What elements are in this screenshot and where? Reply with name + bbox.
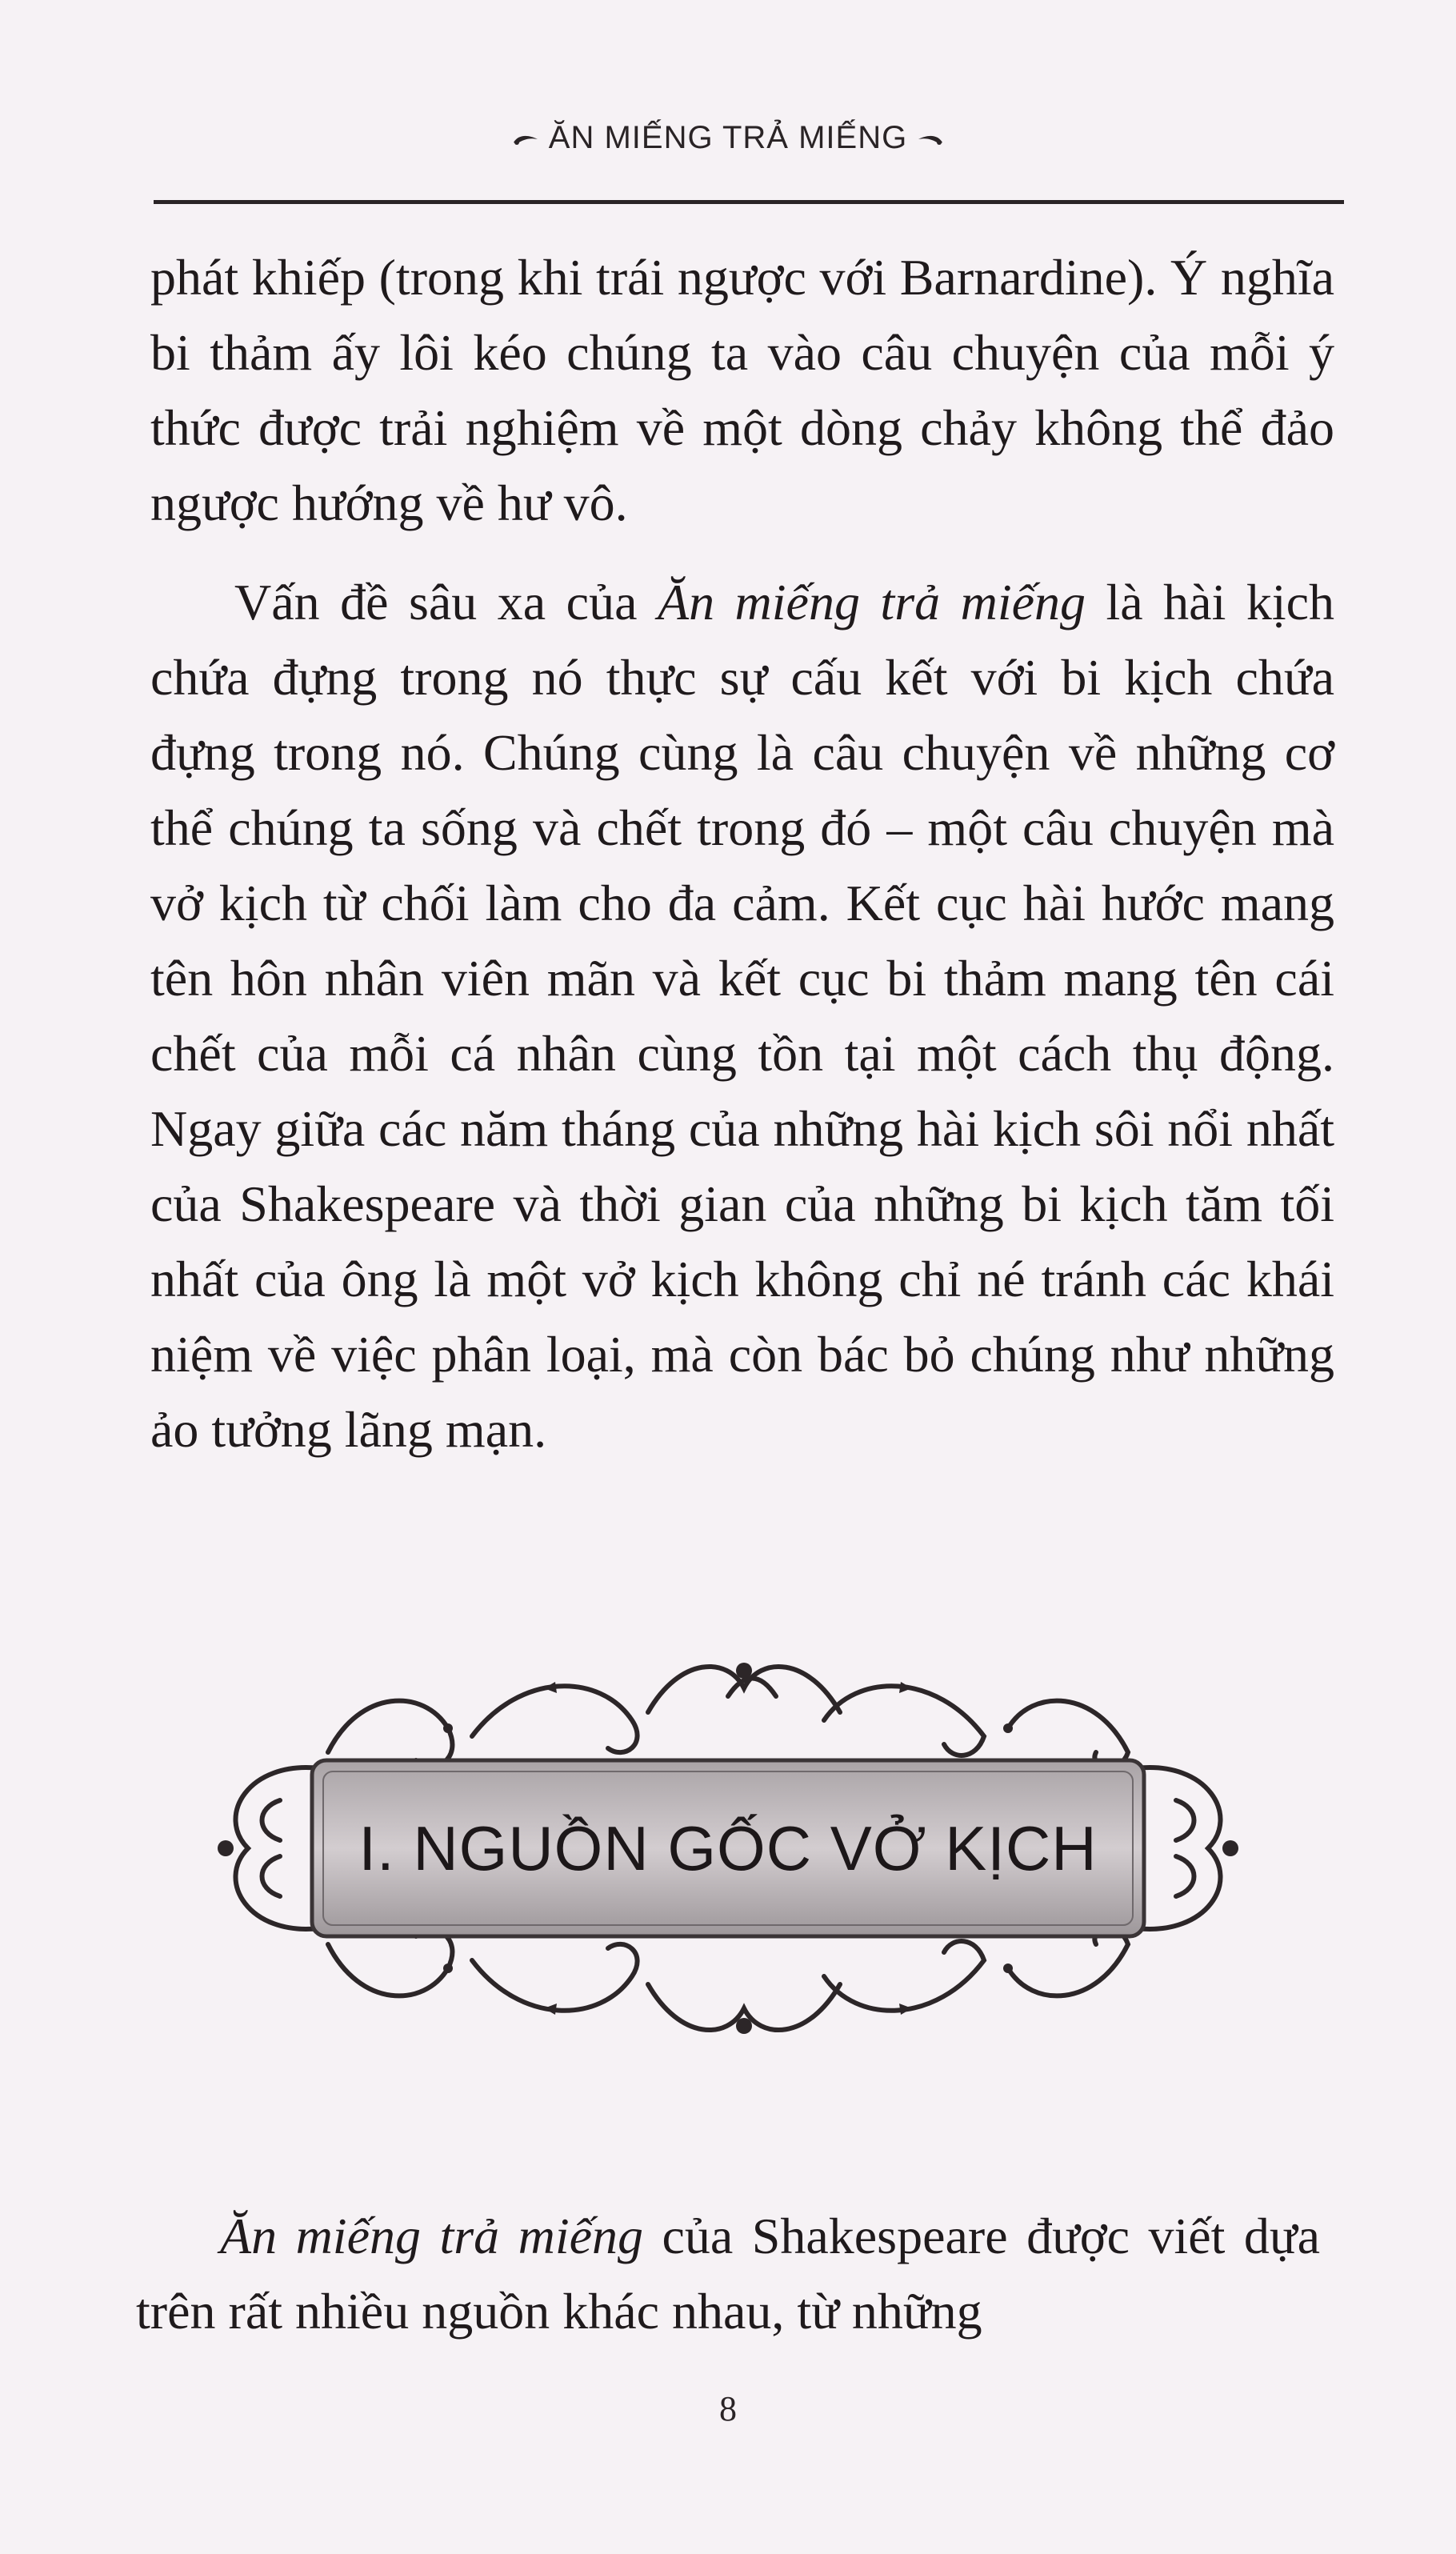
header-rule xyxy=(154,200,1344,204)
text-run: của Shakespeare được viết dựa trên rất nhiều nguồn khác nhau, từ những xyxy=(136,2208,1320,2340)
section-title: I. NGUỒN GỐC VỞ KỊCH xyxy=(358,1812,1098,1883)
page-number: 8 xyxy=(719,2389,737,2428)
running-title: ĂN MIẾNG TRẢ MIẾNG xyxy=(548,120,908,155)
body-text xyxy=(150,240,1334,1467)
text-run: Vấn đề sâu xa của xyxy=(234,574,658,630)
leaf-ornament-icon xyxy=(917,133,944,146)
text-run: là hài kịch chứa đựng trong nó thực sự cấu kết với bi kịch chứa đựng trong nó. Chúng cùng là câu chuyện về những cơ thể chúng ta sống và chết trong đó – một câu chuyện mà vở kịch từ chối làm cho đa cảm. Kết cục hài hước mang tên hôn nhân viên mãn và kết cục bi thảm mang tên cái chết của mỗi cá nhân cùng tồn tại một cách thụ động. Ngay giữa các năm tháng của những hài kịch sôi nổi nhất của Shakespeare và thời gian của những bi kịch tăm tối nhất của ông là một vở kịch không chỉ né tránh các khái niệm về việc phân loại, mà còn bác bỏ chúng như những ảo tưởng lãng mạn. xyxy=(150,574,1335,1458)
text-run: phát khiếp (trong khi trái ngược với Barnardine). Ý nghĩa bi thảm ấy lôi kéo chúng ta vào câu chuyện của mỗi ý thức được trải nghiệm về một dòng chảy không thể đảo ngược hướng về hư vô. xyxy=(150,249,1334,531)
paragraph xyxy=(150,240,1334,541)
paragraph xyxy=(136,2199,1320,2349)
leaf-ornament-icon xyxy=(512,133,539,146)
paragraph xyxy=(150,565,1334,1467)
section-banner xyxy=(184,1640,1272,2056)
italic-title: Ăn miếng trả miếng xyxy=(220,2208,643,2264)
running-header xyxy=(0,120,1456,156)
section-body xyxy=(136,2199,1320,2349)
italic-title: Ăn miếng trả miếng xyxy=(657,574,1086,630)
